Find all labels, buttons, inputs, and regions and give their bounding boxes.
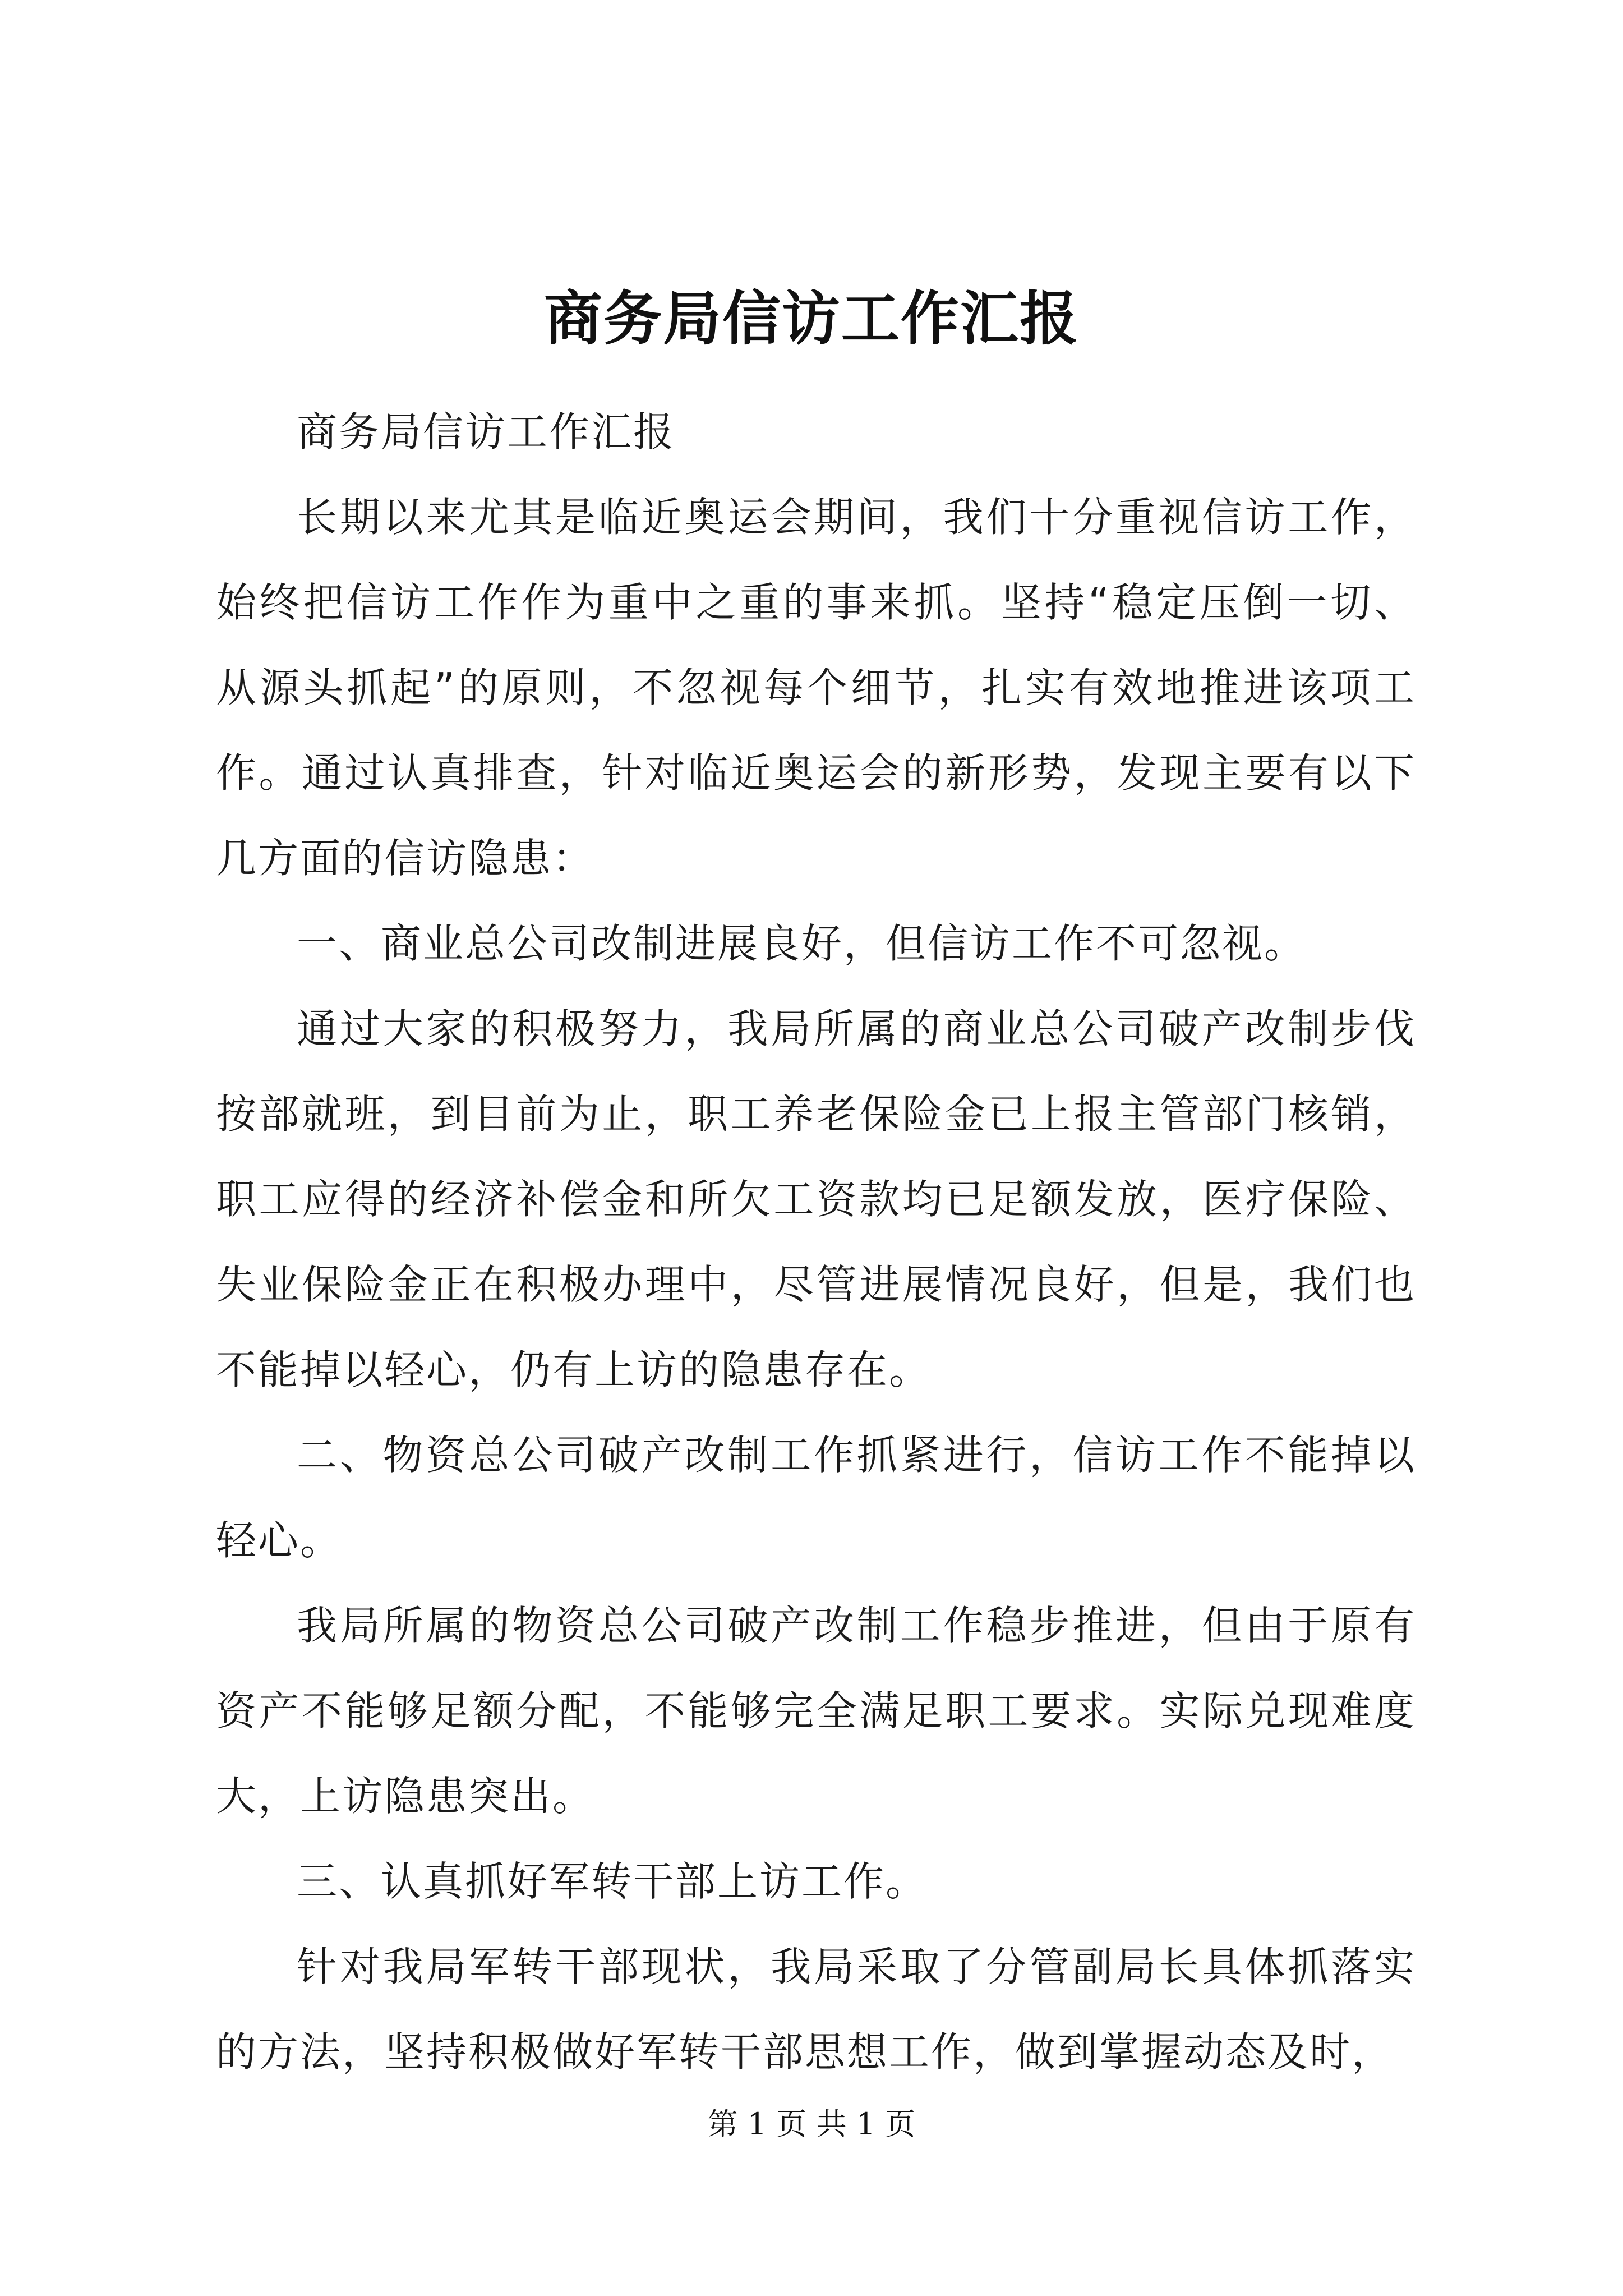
paragraph-subtitle: 商务局信访工作汇报 <box>297 408 676 455</box>
paragraph-section-1: 通过大家的积极努力，我局所属的商业总公司破产改制步伐按部就班，到目前为止，职工养老保险金已上报主管部门核销，职工应得的经济补偿金和所欠工资款均已足额发放，医疗保险、失业保险金正在积极办理中，尽管进展情况良好，但是，我们也不能掉以轻心，仍有上访的隐患存在。 <box>216 1005 1416 1393</box>
paragraph-intro: 长期以来尤其是临近奥运会期间，我们十分重视信访工作，始终把信访工作作为重中之重的事来抓。坚持“稳定压倒一切、从源头抓起”的原则，不忽视每个细节，扎实有效地推进该项工作。通过认真排查，针对临近奥运会的新形势，发现主要有以下几方面的信访隐患： <box>216 494 1416 882</box>
document-body <box>216 389 1416 2095</box>
page-number-footer: 第 1 页 共 1 页 <box>707 2106 916 2142</box>
section-heading-1: 一、商业总公司改制进展良好，但信访工作不可忽视。 <box>297 920 1307 967</box>
paragraph-section-2: 我局所属的物资总公司破产改制工作稳步推进，但由于原有资产不能够足额分配，不能够完全满足职工要求。实际兑现难度大，上访隐患突出。 <box>216 1602 1416 1820</box>
document-title: 商务局信访工作汇报 <box>543 284 1079 353</box>
paragraph-section-3: 针对我局军转干部现状，我局采取了分管副局长具体抓落实的方法，坚持积极做好军转干部思想工作，做到掌握动态及时， <box>216 1943 1416 2076</box>
section-heading-2: 二、物资总公司破产改制工作抓紧进行，信访工作不能掉以轻心。 <box>216 1432 1416 1564</box>
section-heading-3: 三、认真抓好军转干部上访工作。 <box>297 1858 928 1905</box>
